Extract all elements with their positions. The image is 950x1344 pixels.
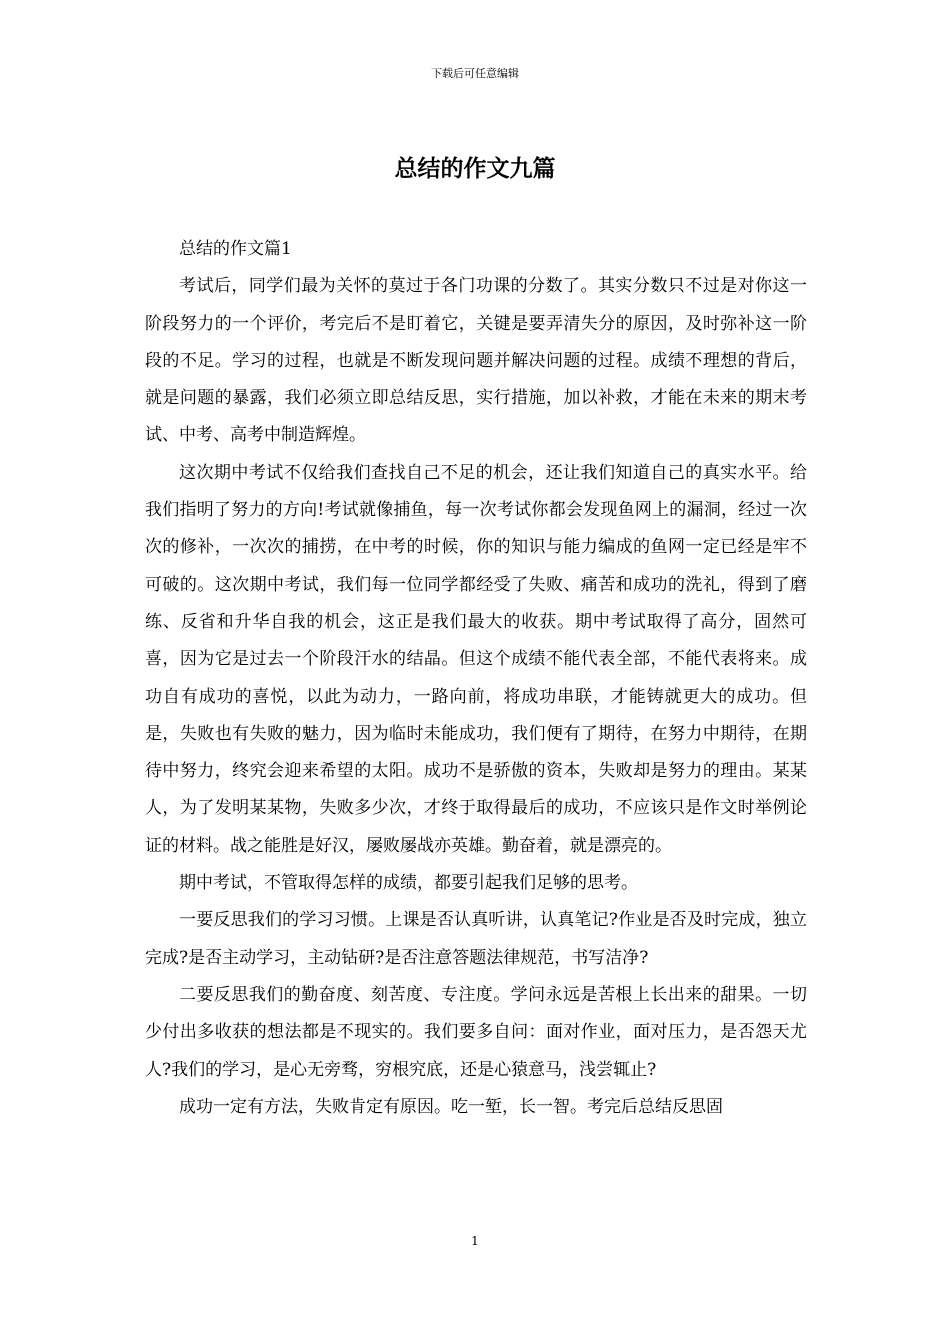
paragraph: 一要反思我们的学习习惯。上课是否认真听讲，认真笔记?作业是否及时完成，独立完成?是否主动学习，主动钻研?是否注意答题法律规范，书写洁净?: [145, 910, 807, 968]
section-heading: 总结的作文篇1: [179, 239, 292, 259]
paragraph: 二要反思我们的勤奋度、刻苦度、专注度。学问永远是苦根上长出来的甜果。一切少付出多收获的想法都是不现实的。我们要多自问：面对作业，面对压力，是否怨天尤人?我们的学习，是心无旁骛，穷根究底，还是心猿意马，浅尝辄止?: [145, 984, 807, 1080]
paragraph: 考试后，同学们最为关怀的莫过于各门功课的分数了。其实分数只不过是对你这一阶段努力的一个评价，考完后不是盯着它，关键是要弄清失分的原因，及时弥补这一阶段的不足。学习的过程，也就是不断发现问题并解决问题的过程。成绩不理想的背后，就是问题的暴露，我们必须立即总结反思，实行措施，加以补救，才能在未来的期末考试、中考、高考中制造辉煌。: [145, 276, 807, 446]
paragraph: 这次期中考试不仅给我们查找自己不足的机会，还让我们知道自己的真实水平。给我们指明了努力的方向!考试就像捕鱼，每一次考试你都会发现鱼网上的漏洞，经过一次次的修补，一次次的捕捞，在中考的时候，你的知识与能力编成的鱼网一定已经是牢不可破的。这次期中考试，我们每一位同学都经受了失败、痛苦和成功的洗礼，得到了磨练、反省和升华自我的机会，这正是我们最大的收获。期中考试取得了高分，固然可喜，因为它是过去一个阶段汗水的结晶。但这个成绩不能代表全部，不能代表将来。成功自有成功的喜悦，以此为动力，一路向前，将成功串联，才能铸就更大的成功。但是，失败也有失败的魅力，因为临时未能成功，我们便有了期待，在努力中期待，在期待中努力，终究会迎来希望的太阳。成功不是骄傲的资本，失败却是努力的理由。某某人，为了发明某某物，失败多少次，才终于取得最后的成功，不应该只是作文时举例论证的材料。战之能胜是好汉，屡败屡战亦英雄。勤奋着，就是漂亮的。: [145, 462, 807, 856]
header-note: 下载后可任意编辑: [431, 67, 519, 80]
document-body: [145, 231, 807, 1126]
paragraph: 期中考试，不管取得怎样的成绩，都要引起我们足够的思考。: [179, 873, 638, 894]
page-number: 1: [471, 1234, 479, 1248]
paragraph: 成功一定有方法，失败肯定有原因。吃一堑，长一智。考完后总结反思固: [179, 1096, 723, 1117]
document-title: 总结的作文九篇: [394, 155, 556, 182]
